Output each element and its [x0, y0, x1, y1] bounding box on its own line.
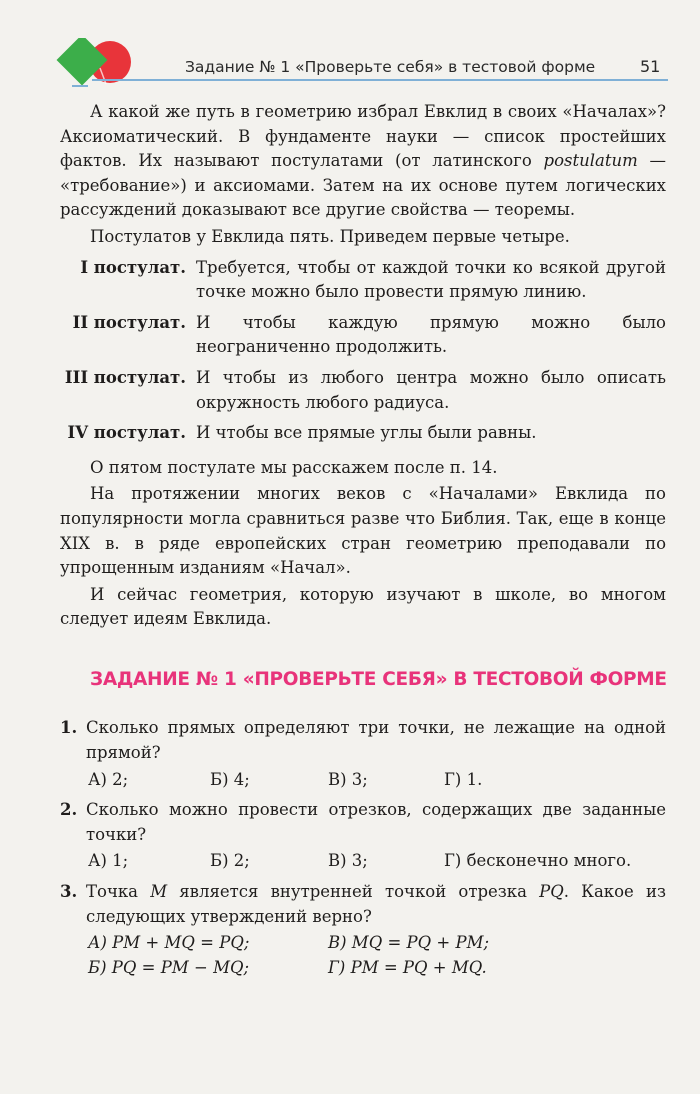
postulate-text: И чтобы все прямые углы были равны. [196, 423, 537, 443]
question-2 [60, 798, 666, 847]
segment-pq: PQ [539, 882, 564, 902]
option-b[interactable]: Б) 4; [210, 769, 250, 789]
intro-paragraph-1 [60, 100, 666, 223]
postulate-label: I постулат. [80, 257, 186, 277]
header-rule [92, 79, 668, 81]
option-g[interactable]: Г) PM = PQ + MQ. [328, 957, 487, 977]
geometry-logo-icon [54, 38, 136, 94]
postulate-label: III постулат. [64, 367, 186, 387]
question-text-part: Точка [86, 882, 151, 902]
question-number: 2. [60, 800, 78, 820]
question-text-part: . Какое из следующих утверждений верно? [86, 882, 666, 926]
postulate-label: II постулат. [72, 312, 186, 332]
question-2-options [88, 849, 666, 874]
question-1 [60, 716, 666, 765]
question-text: Сколько можно провести отрезков, содержащих две заданные точки? [86, 800, 666, 844]
postulate-item [60, 256, 666, 305]
section-title: ЗАДАНИЕ № 1 «ПРОВЕРЬТЕ СЕБЯ» В ТЕСТОВОЙ ФОРМЕ [90, 668, 667, 690]
postulate-label: IV постулат. [67, 423, 186, 443]
question-3 [60, 880, 666, 929]
option-b[interactable]: Б) PQ = PM − MQ; [88, 957, 250, 977]
option-g[interactable]: Г) бесконечно много. [444, 851, 632, 871]
postulate-text: Требуется, чтобы от каждой точки ко всякой другой точке можно было провести прямую линию. [196, 257, 666, 302]
latin-term: postulatum [543, 151, 638, 171]
option-a[interactable]: А) PM + MQ = PQ; [88, 933, 250, 953]
postulate-item [60, 311, 666, 360]
intro-text-a: А какой же путь в геометрию избрал Евклид в своих «Началах»? Аксиоматический. В фундаменте науки — список простейших фактов. Их называют постулатами (от латинского [60, 102, 666, 171]
paragraph-popularity: На протяжении многих веков с «Началами» Евклида по популярности могла сравниться разве что Библия. Так, еще в конце XIX в. в ряде европейских стран геометрию преподавали по упрощенным изданиям «Начал». [60, 484, 666, 578]
option-g[interactable]: Г) 1. [444, 769, 483, 789]
page-header [0, 38, 700, 98]
option-b[interactable]: Б) 2; [210, 851, 250, 871]
question-text [86, 880, 666, 929]
page-number: 51 [640, 57, 661, 76]
question-text: Сколько прямых определяют три точки, не лежащие на одной прямой? [86, 718, 666, 763]
option-a[interactable]: А) 1; [88, 851, 129, 871]
option-v[interactable]: В) MQ = PQ + PM; [328, 933, 490, 953]
intro-text-b: — «требование») и аксиомами. Затем на их основе путем логических рассуждений доказывают все другие свойства — теоремы. [60, 151, 667, 220]
postulate-item [60, 366, 666, 415]
running-title: Задание № 1 «Проверьте себя» в тестовой форме [185, 58, 596, 76]
option-a[interactable]: А) 2; [88, 769, 129, 789]
paragraph-fifth-postulate: О пятом постулате мы расскажем после п. 14. [90, 457, 498, 477]
question-3-options [88, 931, 666, 980]
question-number: 1. [60, 718, 78, 738]
intro-paragraph-2: Постулатов у Евклида пять. Приведем первые четыре. [90, 226, 570, 246]
postulate-text: И чтобы каждую прямую можно было неограниченно продолжить. [196, 312, 666, 357]
question-1-options [88, 768, 666, 793]
page-content [60, 100, 666, 980]
postulate-item [60, 421, 666, 446]
question-number: 3. [60, 882, 78, 902]
postulate-list [60, 256, 666, 446]
question-text-part: является внутренней точкой отрезка [167, 882, 540, 902]
paragraph-today: И сейчас геометрия, которую изучают в школе, во многом следует идеям Евклида. [60, 584, 666, 629]
point-m: M [150, 882, 168, 902]
postulate-text: И чтобы из любого центра можно было описать окружность любого радиуса. [196, 367, 666, 412]
option-v[interactable]: В) 3; [328, 851, 368, 871]
option-v[interactable]: В) 3; [328, 769, 368, 789]
